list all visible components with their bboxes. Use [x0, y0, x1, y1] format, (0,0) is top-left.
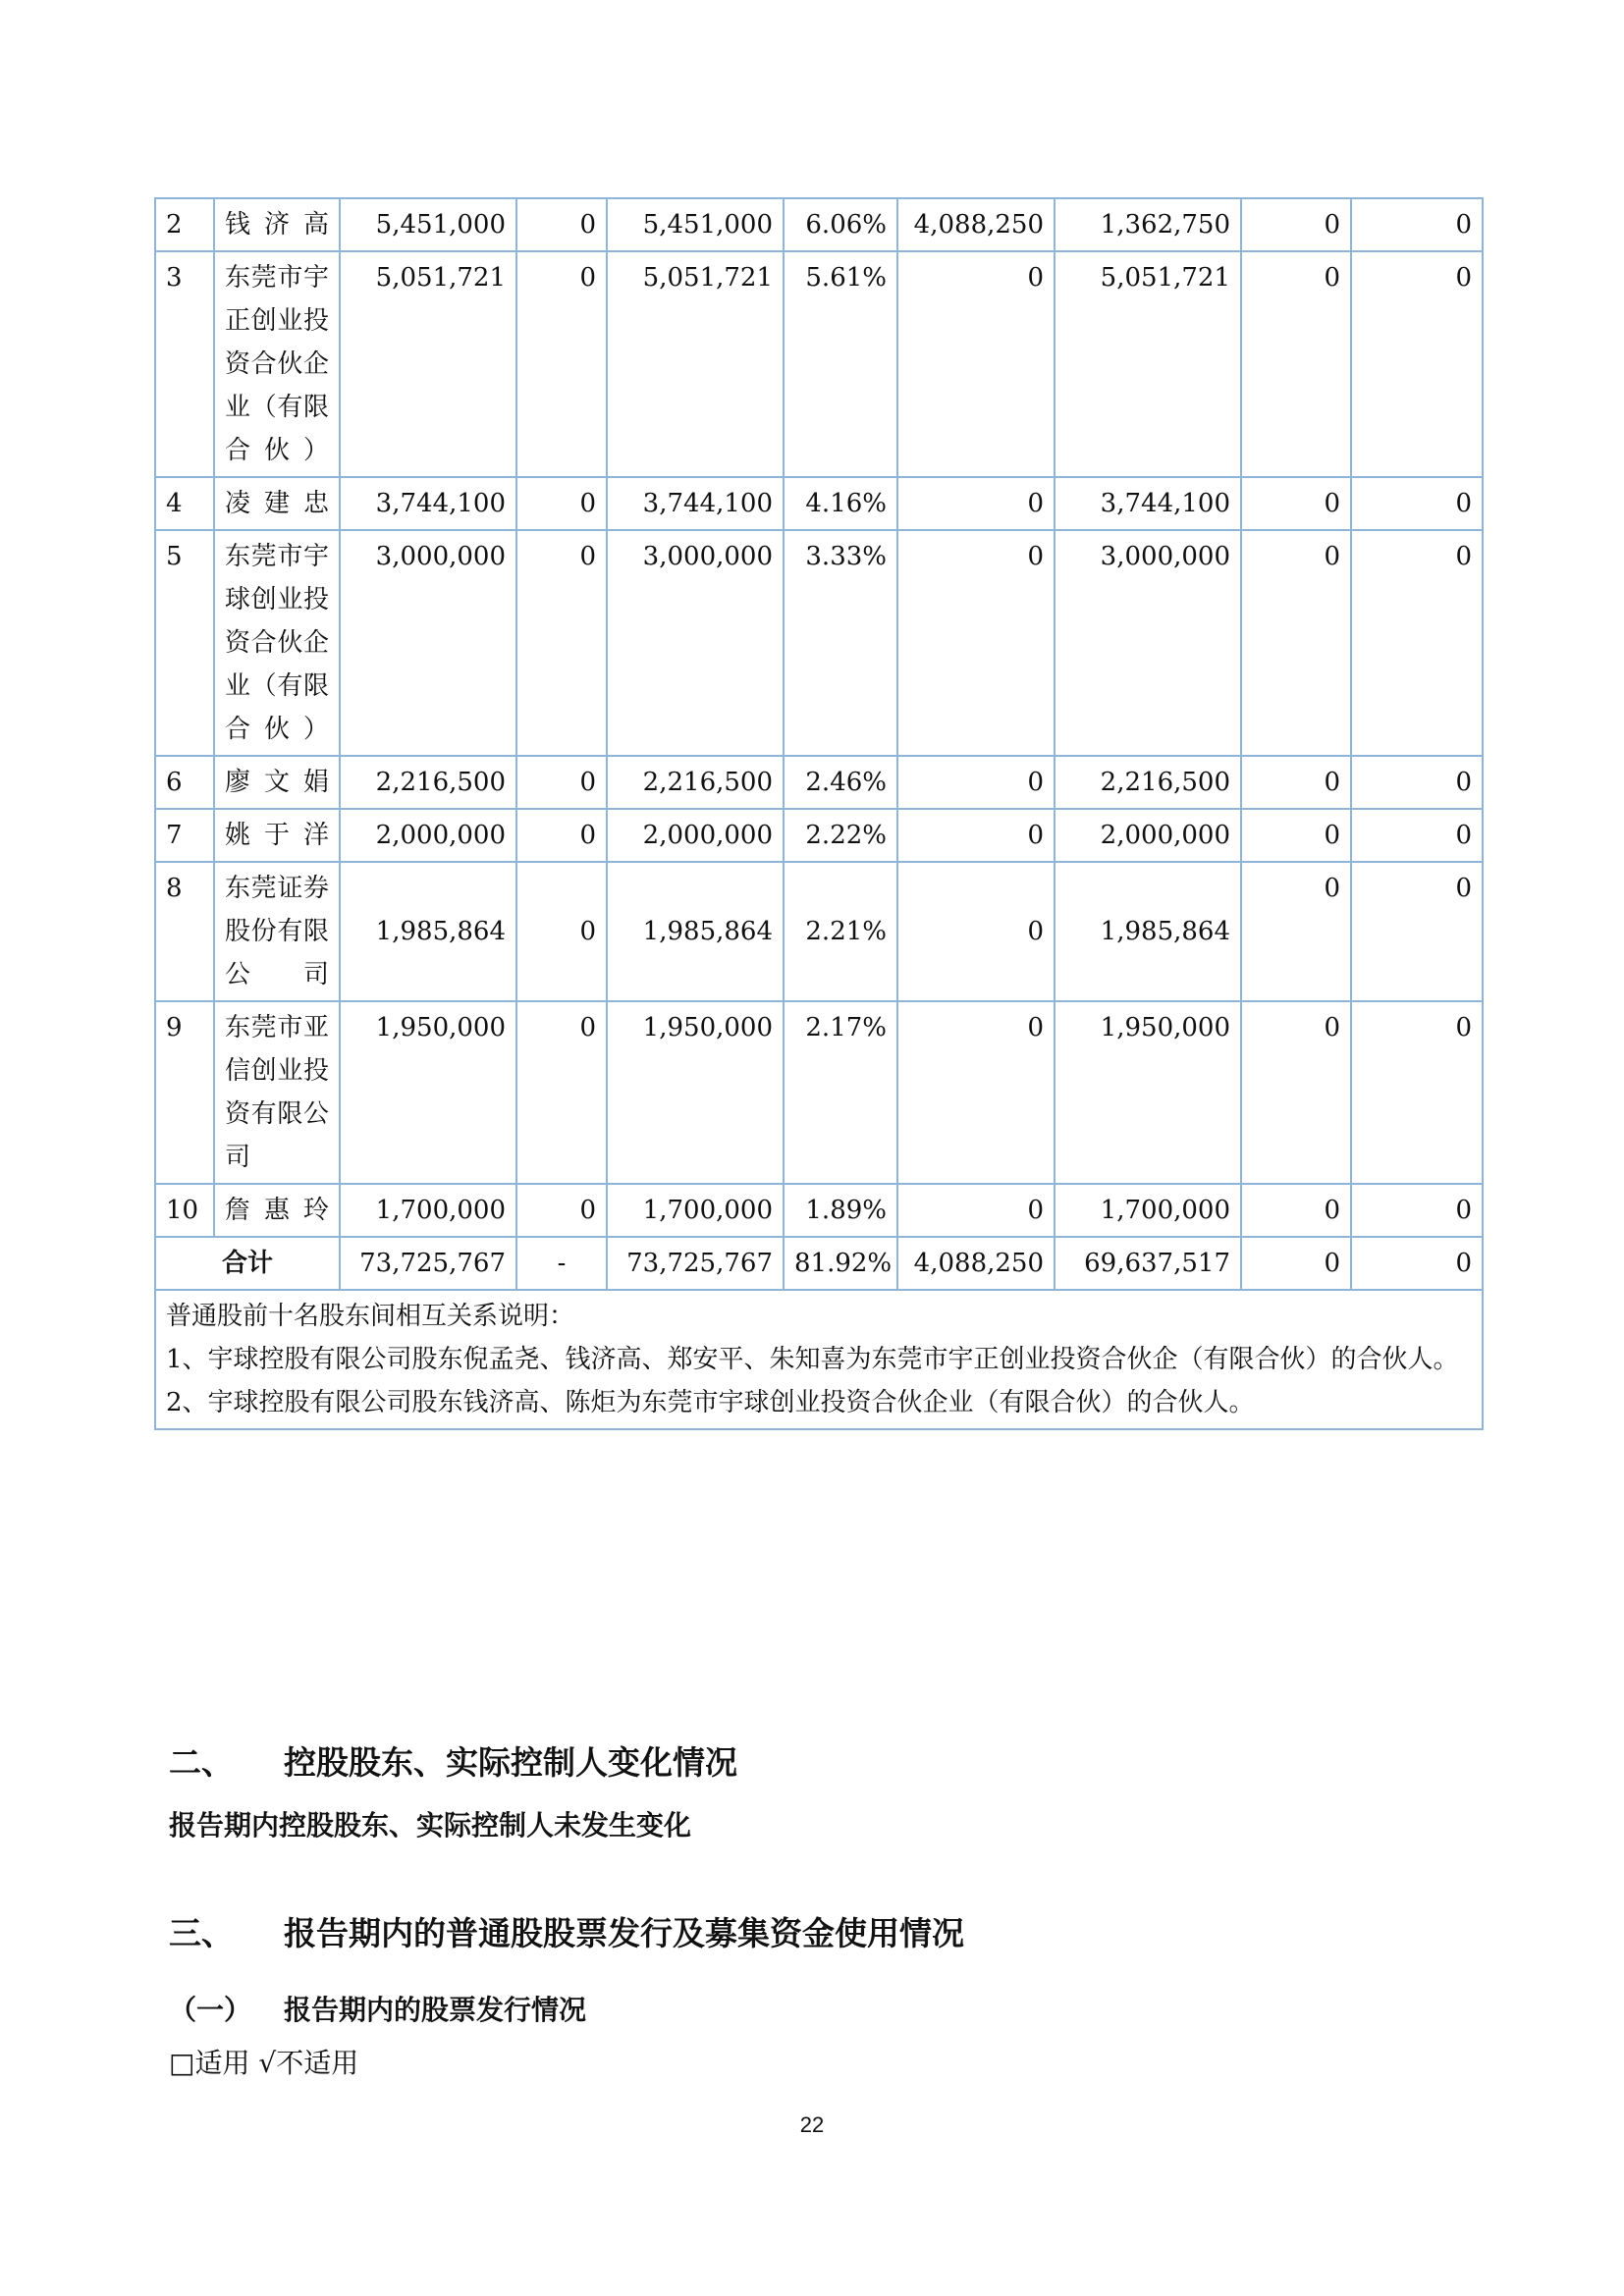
restricted-shares: 0: [897, 756, 1055, 809]
begin-shares: 1,985,864: [340, 862, 516, 1001]
end-shares: 5,451,000: [607, 198, 784, 251]
holding-pct: 1.89%: [784, 1184, 897, 1237]
holding-pct: 5.61%: [784, 251, 897, 477]
section-3-number: 三、: [169, 1914, 234, 1952]
section-3-title: 报告期内的普通股股票发行及募集资金使用情况: [284, 1914, 964, 1952]
change-shares: 0: [516, 251, 607, 477]
total-end: 73,725,767: [607, 1237, 784, 1290]
change-shares: 0: [516, 198, 607, 251]
unrestricted-shares: 2,216,500: [1055, 756, 1241, 809]
end-shares: 3,744,100: [607, 477, 784, 530]
unrestricted-shares: 5,051,721: [1055, 251, 1241, 477]
applicability-choice: □适用 √不适用: [169, 2047, 359, 2079]
row-index: 5: [155, 530, 214, 756]
holding-pct: 6.06%: [784, 198, 897, 251]
change-shares: 0: [516, 477, 607, 530]
total-restricted: 4,088,250: [897, 1237, 1055, 1290]
shareholder-table: [154, 197, 1484, 1430]
pledged-shares: 0: [1241, 251, 1351, 477]
holding-pct: 2.21%: [784, 862, 897, 1001]
unrestricted-shares: 1,985,864: [1055, 862, 1241, 1001]
unrestricted-shares: 1,950,000: [1055, 1001, 1241, 1184]
pledged-shares: 0: [1241, 756, 1351, 809]
shareholder-name: 东莞证券股份有限公司: [214, 862, 340, 1001]
restricted-shares: 0: [897, 251, 1055, 477]
begin-shares: 3,000,000: [340, 530, 516, 756]
section-2-number: 二、: [169, 1743, 234, 1782]
table-row: [155, 1001, 1483, 1184]
table-row: [155, 756, 1483, 809]
section-3-sub-title: 报告期内的股票发行情况: [284, 1994, 587, 2026]
table-row: [155, 1184, 1483, 1237]
change-shares: 0: [516, 1001, 607, 1184]
judicial-frozen-shares: 0: [1351, 862, 1483, 1001]
unrestricted-shares: 1,362,750: [1055, 198, 1241, 251]
end-shares: 3,000,000: [607, 530, 784, 756]
shareholder-name: 钱济高: [214, 198, 340, 251]
holding-pct: 4.16%: [784, 477, 897, 530]
table-row: [155, 477, 1483, 530]
shareholder-name: 廖文娟: [214, 756, 340, 809]
holding-pct: 2.46%: [784, 756, 897, 809]
row-index: 2: [155, 198, 214, 251]
end-shares: 1,700,000: [607, 1184, 784, 1237]
row-index: 10: [155, 1184, 214, 1237]
restricted-shares: 0: [897, 862, 1055, 1001]
note-row: [155, 1290, 1483, 1429]
unrestricted-shares: 3,000,000: [1055, 530, 1241, 756]
table-row: [155, 198, 1483, 251]
holding-pct: 2.17%: [784, 1001, 897, 1184]
begin-shares: 1,950,000: [340, 1001, 516, 1184]
pledged-shares: 0: [1241, 198, 1351, 251]
restricted-shares: 0: [897, 530, 1055, 756]
end-shares: 1,950,000: [607, 1001, 784, 1184]
judicial-frozen-shares: 0: [1351, 251, 1483, 477]
judicial-frozen-shares: 0: [1351, 809, 1483, 862]
row-index: 8: [155, 862, 214, 1001]
judicial-frozen-shares: 0: [1351, 530, 1483, 756]
total-pct: 81.92%: [784, 1237, 897, 1290]
begin-shares: 1,700,000: [340, 1184, 516, 1237]
judicial-frozen-shares: 0: [1351, 1184, 1483, 1237]
change-shares: 0: [516, 1184, 607, 1237]
pledged-shares: 0: [1241, 1001, 1351, 1184]
restricted-shares: 4,088,250: [897, 198, 1055, 251]
unrestricted-shares: 1,700,000: [1055, 1184, 1241, 1237]
pledged-shares: 0: [1241, 862, 1351, 1001]
judicial-frozen-shares: 0: [1351, 198, 1483, 251]
judicial-frozen-shares: 0: [1351, 756, 1483, 809]
begin-shares: 2,216,500: [340, 756, 516, 809]
table-row: [155, 530, 1483, 756]
end-shares: 5,051,721: [607, 251, 784, 477]
unrestricted-shares: 3,744,100: [1055, 477, 1241, 530]
shareholder-name: 东莞市宇正创业投资合伙企业（有限合伙）: [214, 251, 340, 477]
shareholder-name: 詹惠玲: [214, 1184, 340, 1237]
end-shares: 2,000,000: [607, 809, 784, 862]
row-index: 6: [155, 756, 214, 809]
section-3-subheading: [169, 1989, 586, 2028]
note-line-1: 1、宇球控股有限公司股东倪孟尧、钱济高、郑安平、朱知喜为东莞市宇正创业投资合伙企（有限合伙）的合伙人。: [166, 1345, 1459, 1374]
judicial-frozen-shares: 0: [1351, 1001, 1483, 1184]
pledged-shares: 0: [1241, 809, 1351, 862]
row-index: 4: [155, 477, 214, 530]
restricted-shares: 0: [897, 477, 1055, 530]
begin-shares: 3,744,100: [340, 477, 516, 530]
unrestricted-shares: 2,000,000: [1055, 809, 1241, 862]
change-shares: 0: [516, 862, 607, 1001]
shareholder-name: 东莞市宇球创业投资合伙企业（有限合伙）: [214, 530, 340, 756]
begin-shares: 5,451,000: [340, 198, 516, 251]
note-heading: 普通股前十名股东间相互关系说明：: [166, 1302, 575, 1331]
total-pledged: 0: [1241, 1237, 1351, 1290]
begin-shares: 5,051,721: [340, 251, 516, 477]
change-shares: 0: [516, 530, 607, 756]
end-shares: 1,985,864: [607, 862, 784, 1001]
table-row: [155, 251, 1483, 477]
row-index: 7: [155, 809, 214, 862]
restricted-shares: 0: [897, 1001, 1055, 1184]
pledged-shares: 0: [1241, 477, 1351, 530]
shareholder-name: 姚于洋: [214, 809, 340, 862]
note-line-2: 2、宇球控股有限公司股东钱济高、陈炬为东莞市宇球创业投资合伙企业（有限合伙）的合伙人。: [166, 1388, 1255, 1417]
change-shares: 0: [516, 809, 607, 862]
section-2-heading: [169, 1737, 737, 1784]
total-unrestricted: 69,637,517: [1055, 1237, 1241, 1290]
section-2-title: 控股股东、实际控制人变化情况: [284, 1743, 737, 1782]
section-3-heading: [169, 1908, 964, 1954]
change-shares: 0: [516, 756, 607, 809]
total-begin: 73,725,767: [340, 1237, 516, 1290]
total-judicial: 0: [1351, 1237, 1483, 1290]
total-label: 合计: [155, 1237, 340, 1290]
restricted-shares: 0: [897, 809, 1055, 862]
table-row: [155, 862, 1483, 1001]
row-index: 3: [155, 251, 214, 477]
holding-pct: 3.33%: [784, 530, 897, 756]
end-shares: 2,216,500: [607, 756, 784, 809]
restricted-shares: 0: [897, 1184, 1055, 1237]
page-number: 22: [799, 2112, 825, 2137]
total-change: -: [516, 1237, 607, 1290]
row-index: 9: [155, 1001, 214, 1184]
relationship-note: [155, 1290, 1483, 1429]
judicial-frozen-shares: 0: [1351, 477, 1483, 530]
begin-shares: 2,000,000: [340, 809, 516, 862]
shareholder-name: 东莞市亚信创业投资有限公司: [214, 1001, 340, 1184]
pledged-shares: 0: [1241, 530, 1351, 756]
section-3-sub-number: （一）: [169, 1994, 252, 2026]
section-2-statement: 报告期内控股股东、实际控制人未发生变化: [169, 1809, 692, 1842]
table-row: [155, 809, 1483, 862]
holding-pct: 2.22%: [784, 809, 897, 862]
total-row: [155, 1237, 1483, 1290]
pledged-shares: 0: [1241, 1184, 1351, 1237]
shareholder-name: 凌建忠: [214, 477, 340, 530]
